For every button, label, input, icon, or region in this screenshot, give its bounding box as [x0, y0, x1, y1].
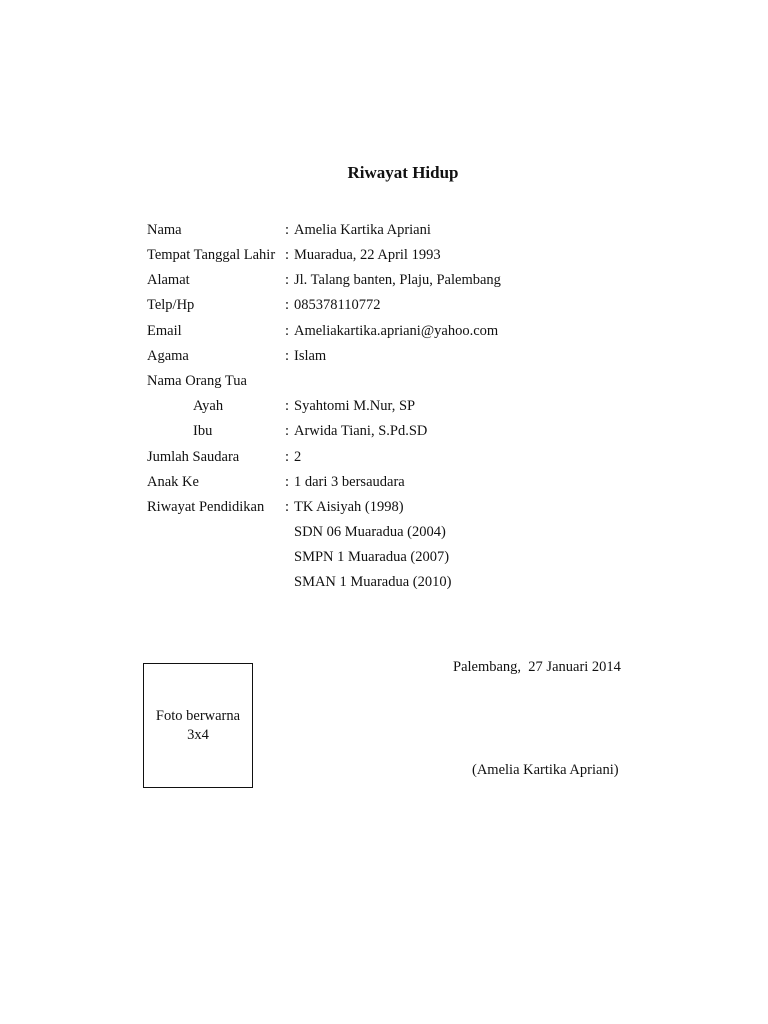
field-value: TK Aisiyah (1998) — [294, 499, 404, 515]
field-colon: : — [285, 272, 290, 288]
field-colon: : — [285, 348, 290, 364]
field-label: Nama Orang Tua — [147, 373, 247, 389]
field-label: Ayah — [193, 398, 224, 414]
field-colon: : — [285, 297, 290, 313]
field-label: Telp/Hp — [147, 297, 195, 313]
field-value: 1 dari 3 bersaudara — [294, 474, 405, 490]
field-colon: : — [285, 499, 290, 515]
field-colon: : — [285, 398, 290, 414]
field-label: Alamat — [147, 272, 190, 288]
field-label: Anak Ke — [147, 474, 199, 490]
field-row-anak-ke — [147, 471, 647, 493]
field-value: 085378110772 — [294, 297, 381, 313]
signature-name: (Amelia Kartika Apriani) — [472, 762, 619, 778]
education-item: SMPN 1 Muaradua (2007) — [294, 549, 450, 565]
field-colon: : — [285, 222, 290, 238]
field-row-ibu — [147, 420, 647, 442]
field-row-tempat-tanggal-lahir — [147, 244, 647, 266]
field-label: Ibu — [193, 423, 213, 439]
field-label: Agama — [147, 348, 189, 364]
field-value: Ameliakartika.apriani@yahoo.com — [294, 323, 499, 339]
field-colon: : — [285, 423, 290, 439]
photo-caption-line1: Foto berwarna — [155, 707, 241, 724]
field-value: 2 — [294, 449, 302, 465]
field-colon: : — [285, 247, 290, 263]
education-row — [147, 521, 647, 543]
field-row-ayah — [147, 395, 647, 417]
field-row-nama — [147, 219, 647, 241]
field-colon: : — [285, 323, 290, 339]
place-date: Palembang, 27 Januari 2014 — [453, 659, 621, 675]
field-value: Arwida Tiani, S.Pd.SD — [294, 423, 428, 439]
field-row-email — [147, 320, 647, 342]
education-item: SDN 06 Muaradua (2004) — [294, 524, 446, 540]
field-row-nama-orang-tua — [147, 370, 647, 392]
field-label: Tempat Tanggal Lahir — [147, 247, 276, 263]
field-label: Jumlah Saudara — [147, 449, 240, 465]
field-label: Riwayat Pendidikan — [147, 499, 265, 515]
field-row-telp — [147, 294, 647, 316]
field-value: Syahtomi M.Nur, SP — [294, 398, 416, 414]
field-value: Islam — [294, 348, 327, 364]
field-row-alamat — [147, 269, 647, 291]
field-label: Nama — [147, 222, 182, 238]
field-row-riwayat-pendidikan — [147, 496, 647, 518]
field-colon: : — [285, 474, 290, 490]
education-row — [147, 571, 647, 593]
photo-placeholder — [143, 663, 253, 788]
field-value: Amelia Kartika Apriani — [294, 222, 431, 238]
education-row — [147, 546, 647, 568]
education-item: SMAN 1 Muaradua (2010) — [294, 574, 452, 590]
field-row-jumlah-saudara — [147, 446, 647, 468]
field-label: Email — [147, 323, 182, 339]
field-value: Jl. Talang banten, Plaju, Palembang — [294, 272, 501, 288]
document-title: Riwayat Hidup — [347, 163, 459, 182]
field-row-agama — [147, 345, 647, 367]
photo-caption-line2: 3x4 — [187, 726, 209, 743]
field-value: Muaradua, 22 April 1993 — [294, 247, 441, 263]
field-colon: : — [285, 449, 290, 465]
